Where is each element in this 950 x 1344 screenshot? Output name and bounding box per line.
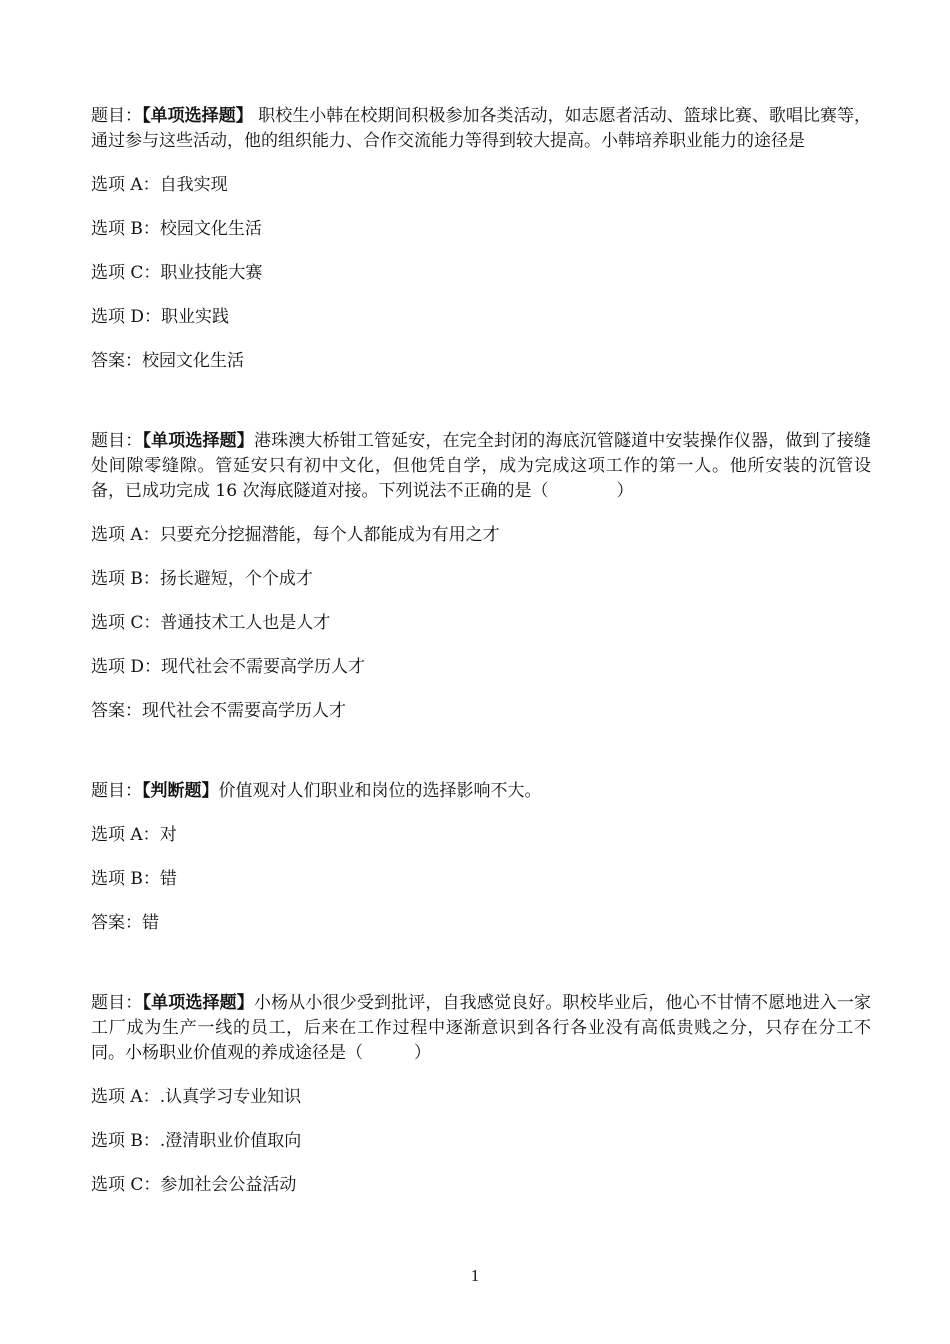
- answer: [91, 349, 871, 374]
- question-text: 职校生小韩在校期间积极参加各类活动，如志愿者活动、篮球比赛、歌唱比赛等，通过参与这些活动，他的组织能力、合作交流能力等得到较大提高。小韩培养职业能力的途径是: [91, 106, 872, 151]
- option-b: [91, 217, 871, 242]
- option-text: 职业技能大赛: [160, 263, 263, 283]
- answer-label: 答案：: [91, 351, 142, 371]
- question-3: [91, 779, 871, 936]
- option-d: [91, 305, 871, 330]
- option-text: 校园文化生活: [159, 219, 262, 239]
- option-a: [91, 523, 871, 548]
- option-label: 选项 B：: [91, 869, 160, 889]
- spacer: [91, 374, 871, 429]
- question-title: [91, 104, 871, 154]
- option-a: [91, 1085, 871, 1110]
- answer-label: 答案：: [91, 701, 142, 721]
- option-label: 选项 D：: [91, 657, 162, 677]
- option-c: [91, 261, 871, 286]
- option-a: [91, 823, 871, 848]
- question-type: 【判断题】: [142, 781, 219, 801]
- answer: [91, 911, 871, 936]
- answer: [91, 699, 871, 724]
- option-label: 选项 C：: [91, 613, 161, 633]
- option-a: [91, 173, 871, 198]
- option-text: .澄清职业价值取向: [159, 1131, 302, 1151]
- question-type: 【单项选择题】: [142, 431, 254, 451]
- title-prefix: 题目：: [91, 993, 143, 1013]
- option-text: 只要充分挖掘潜能，每个人都能成为有用之才: [159, 525, 500, 545]
- question-4: [91, 991, 871, 1198]
- option-label: 选项 B：: [91, 1131, 160, 1151]
- option-label: 选项 A：: [91, 525, 160, 545]
- question-text: 小杨从小很少受到批评，自我感觉良好。职校毕业后，他心不甘情不愿地进入一家工厂成为生产一线的员工，后来在工作过程中逐渐意识到各行各业没有高低贵贱之分，只存在分工不同。小杨职业价值观的养成途径是（ ）: [91, 993, 872, 1063]
- option-text: 扬长避短，个个成才: [159, 569, 313, 589]
- question-list: [91, 104, 871, 1198]
- answer-text: 错: [142, 913, 159, 933]
- spacer: [91, 936, 871, 991]
- option-label: 选项 A：: [91, 825, 160, 845]
- option-text: 现代社会不需要高学历人才: [161, 657, 366, 677]
- option-label: 选项 A：: [91, 175, 160, 195]
- option-text: 对: [159, 825, 177, 845]
- question-1: [91, 104, 871, 374]
- question-title: [91, 779, 871, 804]
- title-prefix: 题目：: [91, 431, 143, 451]
- option-text: 普通技术工人也是人才: [160, 613, 331, 633]
- option-text: 职业实践: [161, 307, 230, 327]
- question-text: 港珠澳大桥钳工管延安，在完全封闭的海底沉管隧道中安装操作仪器，做到了接缝处间隙零缝隙。管延安只有初中文化，但他凭自学，成为完成这项工作的第一人。他所安装的沉管设备，已成功完成 16 次海底隧道对接。下列说法不正确的是（ ）: [91, 431, 872, 501]
- option-c: [91, 611, 871, 636]
- option-label: 选项 B：: [91, 219, 160, 239]
- option-b: [91, 867, 871, 892]
- option-text: 自我实现: [159, 175, 228, 195]
- option-text: 错: [159, 869, 177, 889]
- question-title: [91, 429, 871, 504]
- answer-text: 现代社会不需要高学历人才: [142, 701, 346, 721]
- question-type: 【单项选择题】: [142, 106, 253, 126]
- spacer: [91, 724, 871, 779]
- option-b: [91, 567, 871, 592]
- option-label: 选项 B：: [91, 569, 160, 589]
- option-c: [91, 1173, 871, 1198]
- option-label: 选项 A：: [91, 1087, 160, 1107]
- answer-text: 校园文化生活: [142, 351, 244, 371]
- title-prefix: 题目：: [91, 106, 143, 126]
- option-text: .认真学习专业知识: [159, 1087, 302, 1107]
- option-label: 选项 C：: [91, 1175, 161, 1195]
- answer-label: 答案：: [91, 913, 142, 933]
- option-label: 选项 D：: [91, 307, 162, 327]
- option-d: [91, 655, 871, 680]
- page-number: 1: [470, 1266, 480, 1285]
- question-type: 【单项选择题】: [142, 993, 254, 1013]
- question-title: [91, 991, 871, 1066]
- option-label: 选项 C：: [91, 263, 161, 283]
- title-prefix: 题目：: [91, 781, 142, 801]
- question-2: [91, 429, 871, 724]
- option-text: 参加社会公益活动: [160, 1175, 297, 1195]
- question-text: 价值观对人们职业和岗位的选择影响不大。: [218, 781, 542, 801]
- option-b: [91, 1129, 871, 1154]
